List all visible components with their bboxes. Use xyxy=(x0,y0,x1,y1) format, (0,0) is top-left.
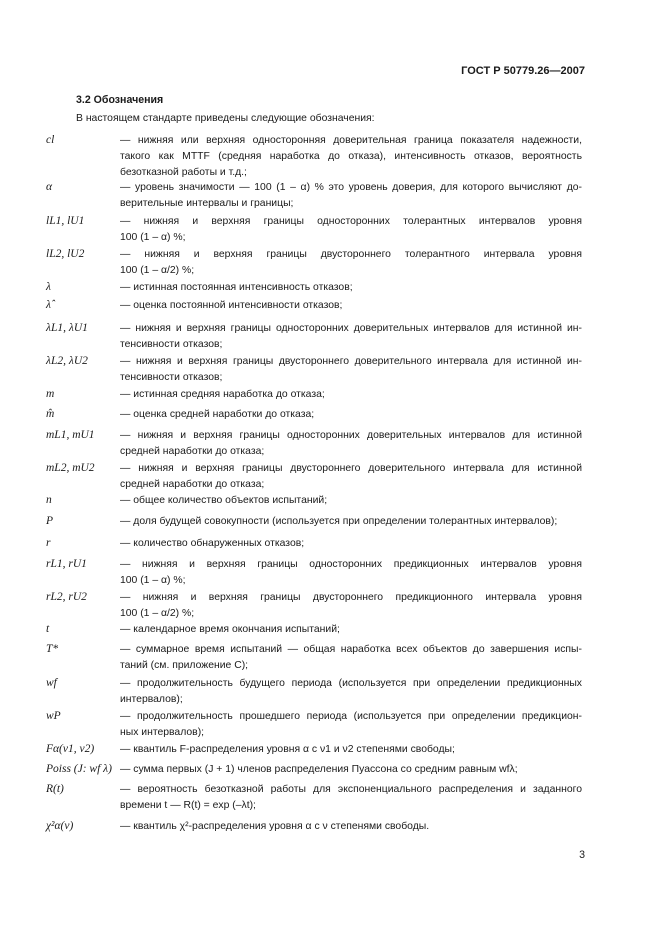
notation-symbol: n xyxy=(46,494,52,506)
notation-description xyxy=(120,514,582,530)
notation-description xyxy=(120,387,582,403)
description-line: тенсивности отказов; xyxy=(120,371,223,383)
description-line: — нижняя и верхняя границы односторонних доверительных интервалов для истинной ин- xyxy=(120,323,582,334)
description-line: — сумма первых (J + 1) членов распределения Пуассона со средним равным wfλ; xyxy=(120,764,518,775)
description-line: — нижняя или верхняя односторонняя доверительная граница показателя надежности, xyxy=(120,135,582,146)
notation-description xyxy=(120,428,582,460)
notation-description xyxy=(120,762,582,778)
notation-description xyxy=(120,280,582,296)
description-line: такого как MTTF (средняя наработка до отказа), интенсивность отказов, вероятность xyxy=(120,150,582,162)
notation-description xyxy=(120,742,582,758)
description-line: — количество обнаруженных отказов; xyxy=(120,538,305,549)
notation-symbol: λ̂ xyxy=(46,299,51,311)
description-line: средней наработки до отказа; xyxy=(120,445,265,457)
description-line: — уровень значимости — 100 (1 – α) % это уровень доверия, для которого вычисляют до- xyxy=(120,182,582,193)
notation-symbol: cl xyxy=(46,134,55,146)
notation-symbol: wf xyxy=(46,677,57,689)
section-title: 3.2 Обозначения xyxy=(76,94,164,106)
description-line: — истинная постоянная интенсивность отказов; xyxy=(120,282,353,293)
notation-description xyxy=(120,642,582,674)
description-line: верительные интервалы и границы; xyxy=(120,197,294,209)
description-line: 100 (1 – α) %; xyxy=(120,574,186,586)
notation-symbol: λL1, λU1 xyxy=(46,322,88,334)
notation-symbol: lL1, lU1 xyxy=(46,215,85,227)
notation-symbol: rL2, rU2 xyxy=(46,591,87,603)
notation-symbol: χ²α(ν) xyxy=(46,820,74,832)
description-line: интервалов); xyxy=(120,693,183,705)
description-line: средней наработки до отказа; xyxy=(120,478,265,490)
notation-symbol: Poiss (J: wf λ) xyxy=(46,763,112,775)
description-line: времени t — R(t) = exp (–λt); xyxy=(120,799,256,811)
notation-description xyxy=(120,298,582,314)
description-line: — нижняя и верхняя границы двустороннего предикционного интервала уровня xyxy=(120,592,582,603)
notation-description xyxy=(120,247,582,279)
notation-description xyxy=(120,354,582,386)
notation-description xyxy=(120,180,582,212)
notation-description xyxy=(120,407,582,423)
notation-symbol: R(t) xyxy=(46,783,64,795)
notation-symbol: λL2, λU2 xyxy=(46,355,88,367)
description-line: — продолжительность будущего периода (используется при определении предикционных xyxy=(120,678,582,689)
description-line: — истинная средняя наработка до отказа; xyxy=(120,389,325,400)
description-line: 100 (1 – α/2) %; xyxy=(120,264,195,276)
notation-description xyxy=(120,133,582,180)
notation-symbol: wP xyxy=(46,710,61,722)
notation-description xyxy=(120,493,582,509)
notation-description xyxy=(120,590,582,622)
notation-symbol: α xyxy=(46,181,53,193)
notation-description xyxy=(120,461,582,493)
notation-description xyxy=(120,557,582,589)
notation-description xyxy=(120,321,582,353)
notation-description xyxy=(120,622,582,638)
description-line: безотказной работы и т.д.; xyxy=(120,166,247,178)
notation-symbol: r xyxy=(46,537,51,549)
description-line: — доля будущей совокупности (используется при определении толерантных интервалов); xyxy=(120,516,558,527)
notation-symbol: t xyxy=(46,623,50,635)
description-line: 100 (1 – α/2) %; xyxy=(120,607,195,619)
notation-description xyxy=(120,819,582,835)
description-line: — нижняя и верхняя границы двустороннего доверительного интервала для истинной xyxy=(120,463,582,474)
description-line: 100 (1 – α) %; xyxy=(120,231,186,243)
notation-symbol: mL1, mU1 xyxy=(46,429,95,441)
page-number: 3 xyxy=(579,849,585,861)
notation-symbol: P xyxy=(46,515,54,527)
notation-symbol: λ xyxy=(46,281,51,293)
description-line: ных интервалов); xyxy=(120,726,205,738)
notation-description xyxy=(120,676,582,708)
description-line: — нижняя и верхняя границы двустороннего доверительного интервала для истинной ин- xyxy=(120,356,582,367)
description-line: таний (см. приложение С); xyxy=(120,659,249,671)
description-line: — продолжительность прошедшего периода (используется при определении предикцион- xyxy=(120,711,582,722)
description-line: — общее количество объектов испытаний; xyxy=(120,495,328,506)
notation-description xyxy=(120,214,582,246)
notation-symbol: lL2, lU2 xyxy=(46,248,85,260)
description-line: тенсивности отказов; xyxy=(120,338,223,350)
description-line: — оценка постоянной интенсивности отказов; xyxy=(120,300,343,311)
notation-description xyxy=(120,782,582,814)
description-line: — нижняя и верхняя границы двустороннего толерантного интервала уровня xyxy=(120,249,582,260)
document-header: ГОСТ Р 50779.26—2007 xyxy=(461,65,585,77)
notation-description xyxy=(120,709,582,741)
description-line: — квантиль χ²-распределения уровня α с ν степенями свободы. xyxy=(120,821,430,832)
description-line: — оценка средней наработки до отказа; xyxy=(120,409,315,420)
notation-symbol: Fα(ν1, ν2) xyxy=(46,743,95,755)
notation-symbol: m xyxy=(46,388,55,400)
description-line: — нижняя и верхняя границы односторонних доверительных интервалов для истинной xyxy=(120,430,582,441)
section-intro: В настоящем стандарте приведены следующие обозначения: xyxy=(76,113,375,124)
notation-symbol: m̂ xyxy=(46,408,55,420)
notation-symbol: T* xyxy=(46,643,59,655)
description-line: — квантиль F-распределения уровня α с ν1 и ν2 степенями свободы; xyxy=(120,744,455,755)
notation-description xyxy=(120,536,582,552)
notation-symbol: rL1, rU1 xyxy=(46,558,87,570)
description-line: — календарное время окончания испытаний; xyxy=(120,624,340,635)
description-line: — нижняя и верхняя границы односторонних толерантных интервалов уровня xyxy=(120,216,582,227)
description-line: — нижняя и верхняя границы односторонних предикционных интервалов уровня xyxy=(120,559,582,570)
description-line: — суммарное время испытаний — общая наработка всех объектов до завершения испы- xyxy=(120,644,582,655)
description-line: — вероятность безотказной работы для экспоненциального распределения и заданного xyxy=(120,784,582,795)
notation-symbol: mL2, mU2 xyxy=(46,462,95,474)
